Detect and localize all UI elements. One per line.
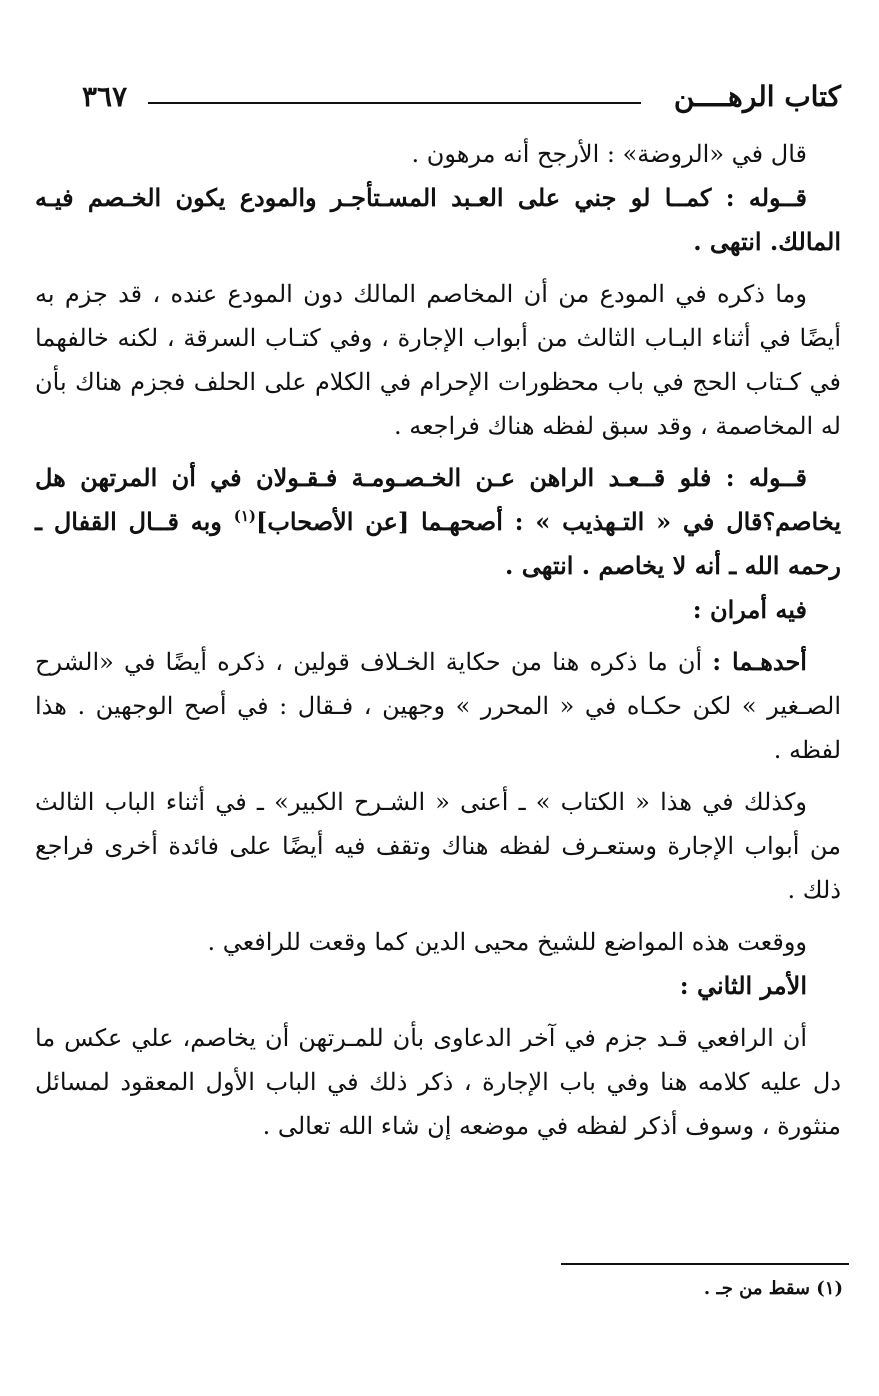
- page-header: [70, 80, 841, 124]
- quote-heading-2-part1: قــوله : فلو قــعـد الراهن عـن الخـصـومـة فـقـولان في أن المرتهن هل يخاصم؟قال في « التـهذيب » : أصحهـما [عن الأصحاب]: [35, 463, 841, 536]
- footnote-ref: (١): [233, 507, 256, 525]
- paragraph-kitab: وكذلك في هذا « الكتاب » ـ أعنى « الشـرح الكبير» ـ في أثناء الباب الثالث من أبواب الإجارة وستعـرف لفظه هناك وتقف فيه أيضًا على فائدة أخرى فراجع ذلك .: [35, 788, 841, 904]
- running-title: كتاب الرهــــن: [673, 80, 841, 113]
- page-number: ٣٦٧: [82, 80, 128, 113]
- first-matter-label: أحدهـما :: [712, 647, 807, 676]
- section-heading-two-matters: فيه أمران :: [692, 595, 807, 624]
- paragraph-rawda: قال في «الروضة» : الأرجح أنه مرهون .: [411, 140, 807, 168]
- paragraph-second-matter: أن الرافعي قـد جزم في آخر الدعاوى بأن للمـرتهن أن يخاصم، علي عكس ما دل عليه كلامه هنا وفي باب الإجارة ، ذكر ذلك في الباب الأول المعقود لمسائل منثورة ، وسوف أذكر لفظه في موضعه إن شاء الله تعالى .: [35, 1024, 842, 1140]
- paragraph-first-matter: [35, 640, 841, 772]
- first-matter-text: أن ما ذكره هنا من حكاية الخـلاف قولين ، ذكره أيضًا في «الشرح الصـغير » لكن حكـاه في « المحرر » وجهين ، فـقال : في أصح الوجهين . هذا لفظه .: [35, 648, 841, 764]
- paragraph-nawawi: ووقعت هذه المواضع للشيخ محيى الدين كما وقعت للرافعي .: [207, 928, 807, 956]
- quote-heading-2-part2: وبه قــال القفال ـ رحمه الله ـ أنه لا يخاصم . انتهى .: [35, 507, 841, 580]
- footnote: (١) سقط من جـ .: [703, 1278, 843, 1299]
- section-heading-second-matter: الأمر الثاني :: [679, 971, 807, 1000]
- paragraph-mudi: وما ذكره في المودع من أن المخاصم المالك دون المودع عنده ، قد جزم به أيضًا في أثناء البـاب الثالث من أبواب الإجارة ، وفي كتـاب السرقة ، لكنه خالفهما في كـتاب الحج في باب محظورات الإحرام في الكلام على الحلف فجزم هناك بأن له المخاصمة ، وقد سبق لفظه هناك فراجعه .: [35, 280, 841, 440]
- quote-heading-2: [35, 456, 841, 588]
- quote-heading-1: قــوله : كمــا لو جني على العـبد المسـتأجـر والمودع يكون الخـصم فيـه المالك. انتهى .: [35, 183, 841, 256]
- footnote-rule: [561, 1263, 849, 1265]
- header-rule: [148, 102, 641, 104]
- main-text: [35, 132, 841, 1148]
